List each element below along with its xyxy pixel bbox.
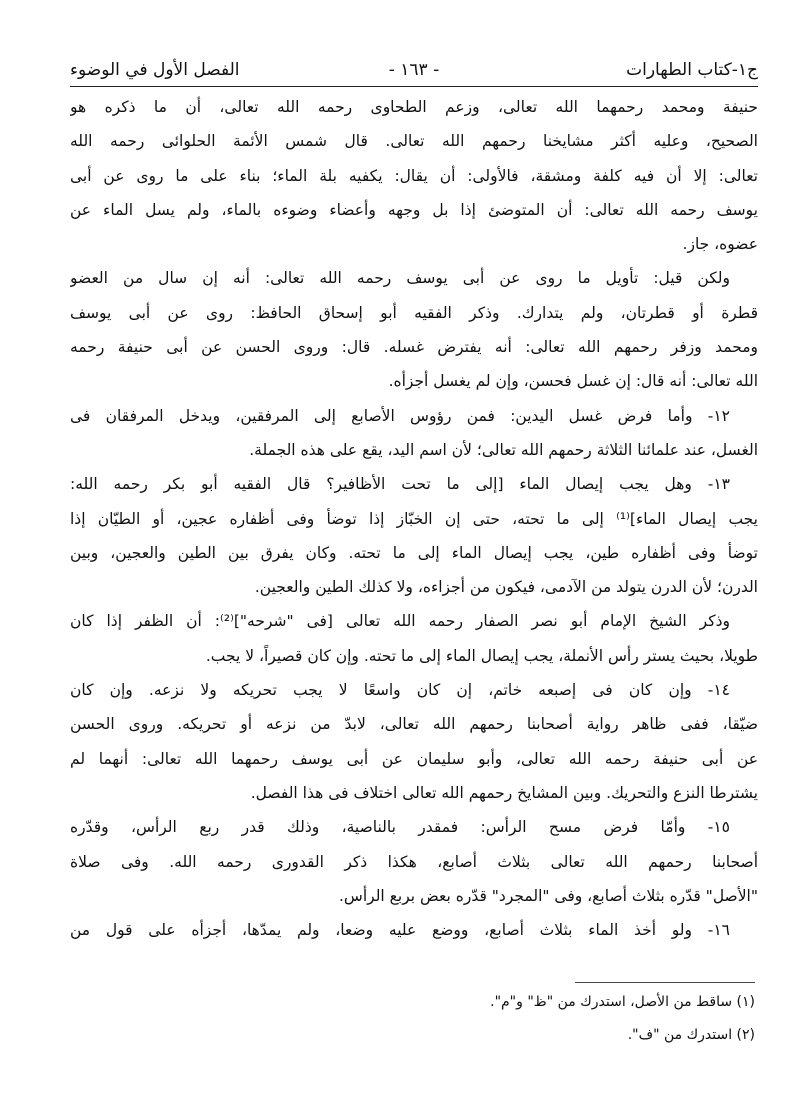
running-header (70, 56, 758, 87)
text-line: ١٣- وهل يجب إيصال الماء [إلى ما تحت الأظافير؟ قال الفقيه أبو بكر رحمه الله: (70, 475, 730, 494)
text-line: عن أبى حنيفة رحمه الله تعالى، وأبو سليمان عن أبى يوسف رحمهما الله تعالى: أنهما لم (70, 749, 758, 768)
text-line: يجب إيصال الماء]⁽¹⁾ إلى ما تحته، حتى إن الخبّاز إذا توضأ وفى أظفاره عجين، أو الطيّان إذا (70, 509, 758, 528)
text-line: حنيفة ومحمد رحمهما الله تعالى، وزعم الطحاوى رحمه الله تعالى، أن ما ذكره هو (70, 98, 758, 116)
footnote-2: (٢) استدرك من "ف". (627, 1027, 755, 1043)
text-line: ولكن قيل: تأويل ما روى عن أبى يوسف رحمه الله تعالى: أنه إن سال من العضو (70, 269, 730, 288)
text-line: الدرن؛ لأن الدرن يتولد من الآدمى، فيكون من أجزاءه، ولا كذلك الطين والعجين. (254, 578, 758, 597)
text-line: قطرة أو قطرتان، ولم يتدارك. وذكر الفقيه أبو إسحاق الحافظ: روى عن أبى يوسف (70, 303, 758, 322)
text-line: يوسف رحمه الله تعالى: أن المتوضئ إذا بل وجهه وأعضاء وضوءه بالماء، ولم يسل الماء عن (70, 200, 758, 219)
text-line: "الأصل" قدّره بثلاث أصابع، وفى "المجرد" قدّره بعض بربع الرأس. (338, 886, 758, 905)
text-line: ١٢- وأما فرض غسل اليدين: فمن رؤوس الأصابع إلى المرفقين، ويدخل المرفقان فى (70, 406, 730, 425)
text-line: طويلا، بحيث يستر رأس الأنملة، يجب إيصال الماء إلى ما تحته. وإن كان قصيراً، لا يجب. (205, 646, 758, 665)
page-number: - ١٦٣ - (388, 60, 440, 80)
text-line: ١٦- ولو أخذ الماء بثلاث أصابع، ووضع عليه وضعا، ولم يمدّها، أجزأه على قول من (70, 921, 730, 940)
text-line: وذكر الشيخ الإمام أبو نصر الصفار رحمه الله تعالى [فى "شرحه"]⁽²⁾: أن الظفر إذا كان (70, 612, 730, 631)
header-volume-chapter: ج١-كتاب الطهارات (626, 60, 758, 80)
text-line: تعالى: إلا أن فيه كلفة ومشقة، فالأولى: أن يقال: يكفيه بلة الماء؛ بناء على ما روى عن أبى (70, 166, 758, 185)
text-line: ١٥- وأمّا فرض مسح الرأس: فمقدر بالناصية، وذلك قدر ربع الرأس، وقدّره (70, 818, 730, 837)
text-line: أصحابنا رحمهم الله تعالى بثلاث أصابع، هكذا ذكر القدورى رحمه الله. وفى صلاة (70, 852, 758, 871)
text-line: يشترطا النزع والتحريك. وبين المشايخ رحمهم الله تعالى اختلاف فى هذا الفصل. (250, 783, 758, 802)
text-line: ١٤- وإن كان فى إصبعه خاتم، إن كان واسعًا لا يجب تحريكه ولا نزعه. وإن كان (70, 681, 730, 700)
footnotes (67, 986, 755, 1052)
text-line: الغسل، عند علمائنا الثلاثة رحمهم الله تعالى؛ لأن اسم اليد، يقع على هذه الجملة. (249, 440, 758, 459)
text-line: توضأ وفى أظفاره طين، يجب إيصال الماء إلى ما تحته. وكان يفرق بين الطين والعجين، وبين (70, 543, 758, 562)
text-line: عضوه، جاز. (682, 235, 758, 254)
footnote-separator (575, 982, 755, 983)
text-line: ومحمد وزفر رحمهم الله تعالى: أنه يفترض غسله. قال: وروى الحسن عن أبى حنيفة رحمه (70, 338, 758, 357)
main-text (70, 90, 758, 947)
text-line: ضيّقا، ففى ظاهر رواية أصحابنا رحمهم الله تعالى، لابدّ من نزعه أو تحريكه. وروى الحسن (70, 715, 758, 734)
header-section-title: الفصل الأول في الوضوء (70, 60, 240, 80)
footnote-1: (١) ساقط من الأصل، استدرك من "ظ" و"م". (490, 994, 755, 1010)
text-line: الصحيح، وعليه أكثر مشايخنا رحمهم الله تعالى. قال شمس الأئمة الحلوائى رحمه الله (70, 132, 758, 151)
text-line: الله تعالى: أنه قال: إن غسل فحسن، وإن لم يغسل أجزأه. (388, 372, 758, 391)
